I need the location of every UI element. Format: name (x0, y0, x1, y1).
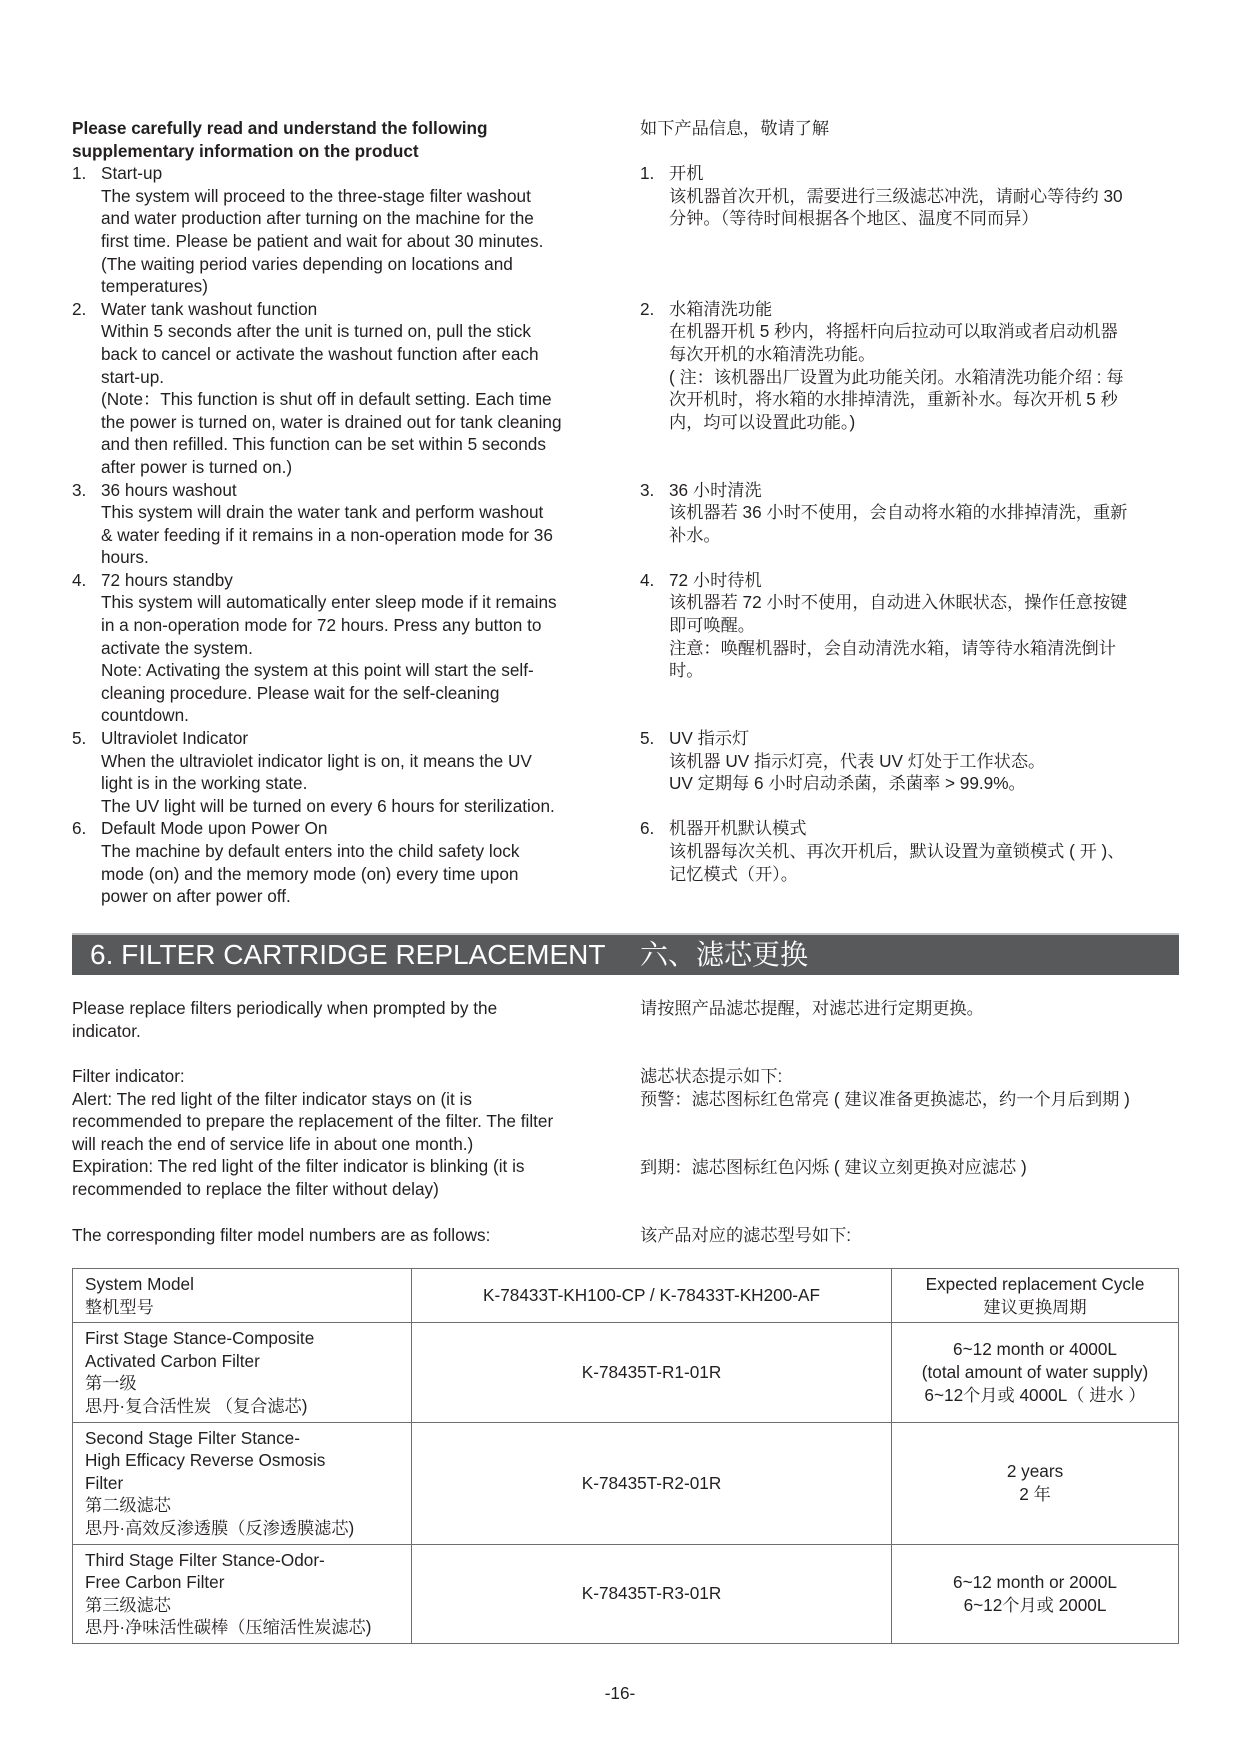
supplementary-cn (640, 117, 1180, 885)
cell-text-line: Third Stage Filter Stance-Odor- (85, 1549, 325, 1570)
list-item (640, 479, 1180, 547)
text-line: recommended to replace the filter without delay) (72, 1178, 439, 1199)
list-item (72, 569, 617, 727)
filter-model-table (72, 1268, 1179, 1644)
item-text-line: 分钟。（等待时间根据各个地区、温度不同而异） (669, 208, 1039, 229)
filter-model-cell: K-78433T-KH100-CP / K-78433T-KH200-AF (412, 1269, 892, 1323)
item-title: UV 指示灯 (669, 728, 750, 749)
item-text-line: UV 定期每 6 小时启动杀菌，杀菌率 > 99.9%。 (669, 773, 1026, 794)
replacement-cycle-cell (892, 1422, 1179, 1544)
list-item (72, 162, 617, 298)
models-intro-en: The corresponding filter model numbers are as follows: (72, 1225, 491, 1245)
list-item (72, 727, 617, 817)
item-number: 2. (640, 298, 655, 319)
item-text-line: ( 注：该机器出厂设置为此功能关闭。水箱清洗功能介绍 : 每 (669, 366, 1124, 387)
cell-text-line: Expected replacement Cycle (925, 1274, 1145, 1294)
item-text-line: The machine by default enters into the child safety lock (101, 841, 520, 861)
item-number: 5. (72, 728, 87, 749)
cell-text-line: 6~12 month or 2000L (953, 1572, 1117, 1593)
table-header-row (73, 1269, 1179, 1323)
item-text-line: cleaning procedure. Please wait for the self-cleaning (101, 682, 500, 703)
cell-text-line: 思丹·净味活性碳棒（压缩活性炭滤芯) (85, 1617, 372, 1638)
item-title: 72 小时待机 (669, 569, 762, 590)
item-text-line: the power is turned on, water is drained out for tank cleaning (101, 411, 562, 432)
item-text-line: 内，均可以设置此功能。) (669, 411, 856, 432)
list-item (640, 817, 1180, 885)
item-title: 机器开机默认模式 (669, 818, 807, 839)
supplementary-en (72, 117, 617, 908)
item-number: 3. (72, 479, 87, 500)
text-line: 预警：滤芯图标红色常亮 ( 建议准备更换滤芯，约一个月后到期 ) (640, 1088, 1130, 1109)
info-list-en (72, 162, 617, 908)
list-item (640, 569, 1180, 682)
replacement-cycle-cell (892, 1544, 1179, 1643)
cell-text-line: Activated Carbon Filter (85, 1350, 260, 1371)
table-row (73, 1544, 1179, 1643)
item-text-line: back to cancel or activate the washout function after each (101, 343, 539, 364)
item-number: 4. (72, 569, 87, 590)
item-text-line: first time. Please be patient and wait for about 30 minutes. (101, 230, 544, 251)
cell-text-line: 6~12 month or 4000L (953, 1339, 1117, 1360)
table-row (73, 1323, 1179, 1422)
text-line: Filter indicator: (72, 1066, 185, 1086)
item-text-line: hours. (101, 547, 149, 568)
item-text-line: 该机器若 72 小时不使用，自动进入休眠状态，操作任意按键 (669, 592, 1128, 613)
text-line: Alert: The red light of the filter indicator stays on (it is (72, 1088, 472, 1109)
item-text-line: 该机器若 36 小时不使用，会自动将水箱的水排掉清洗，重新 (669, 502, 1128, 523)
item-number: 3. (640, 479, 655, 500)
item-text-line: This system will drain the water tank and perform washout (101, 502, 544, 523)
item-title: Ultraviolet Indicator (101, 728, 249, 749)
item-title: 开机 (669, 163, 704, 184)
section-title-cn: 六、滤芯更换 (640, 939, 809, 970)
cell-text-line: 6~12个月或 2000L (963, 1594, 1107, 1615)
cell-text-line: 2 years (1006, 1461, 1064, 1482)
section-header (72, 933, 1179, 975)
item-text-line: 次开机时，将水箱的水排掉清洗，重新补水。每次开机 5 秒 (669, 389, 1118, 410)
table-row (73, 1422, 1179, 1544)
cell-text-line: 整机型号 (85, 1296, 154, 1317)
filter-model-cell: K-78435T-R1-01R (412, 1323, 892, 1422)
item-text-line: 时。 (669, 660, 704, 681)
item-number: 2. (72, 298, 87, 319)
list-item (640, 727, 1180, 795)
item-text-line: When the ultraviolet indicator light is on, it means the UV (101, 750, 532, 771)
replace-intro-cn: 请按照产品滤芯提醒，对滤芯进行定期更换。 (640, 998, 984, 1018)
item-title: Water tank washout function (101, 298, 318, 319)
item-number: 1. (640, 163, 655, 184)
list-item (640, 162, 1180, 230)
item-text-line: temperatures) (101, 276, 208, 297)
item-text-line: 注意：唤醒机器时，会自动清洗水箱，请等待水箱清洗倒计 (669, 637, 1116, 658)
section-title-en: 6. FILTER CARTRIDGE REPLACEMENT (90, 939, 606, 970)
filter-name-cell (73, 1323, 412, 1422)
page-number: -16- (604, 1683, 636, 1703)
text-line: will reach the end of service life in about one month.) (72, 1133, 474, 1154)
item-text-line: activate the system. (101, 637, 253, 658)
item-title: 72 hours standby (101, 569, 233, 590)
item-number: 5. (640, 728, 655, 749)
item-text-line: 每次开机的水箱清洗功能。 (669, 343, 876, 364)
intro-title-line: supplementary information on the product (72, 140, 419, 161)
cell-text-line: 第一级 (85, 1373, 137, 1394)
item-text-line: start-up. (101, 366, 165, 387)
cell-text-line: 2 年 (1019, 1484, 1051, 1505)
filter-model-cell: K-78435T-R3-01R (412, 1544, 892, 1643)
cell-text-line: 6~12个月或 4000L（ 进水 ） (924, 1384, 1146, 1405)
item-number: 6. (72, 818, 87, 839)
filter-indicator-en (72, 1065, 632, 1201)
item-title: 36 小时清洗 (669, 479, 762, 500)
replacement-cycle-cell (892, 1323, 1179, 1422)
item-text-line: 即可唤醒。 (669, 615, 755, 636)
replace-intro-en (72, 997, 617, 1042)
cell-text-line: 建议更换周期 (983, 1296, 1087, 1317)
filter-name-cell (73, 1422, 412, 1544)
text-line: Expiration: The red light of the filter indicator is blinking (it is (72, 1156, 525, 1177)
text-line: recommended to prepare the replacement of the filter. The filter (72, 1111, 554, 1132)
filter-name-cell (73, 1544, 412, 1643)
item-text-line: This system will automatically enter sleep mode if it remains (101, 592, 557, 613)
filter-indicator-cn (640, 1065, 1130, 1110)
item-text-line: 记忆模式（开）。 (669, 863, 798, 884)
cell-text-line: 思丹·复合活性炭 （复合滤芯) (85, 1395, 308, 1416)
item-text-line: (Note：This function is shut off in default setting. Each time (101, 389, 552, 410)
item-text-line: 该机器每次关机、再次开机后，默认设置为童锁模式 ( 开 )、 (669, 841, 1125, 862)
models-intro-cn: 该产品对应的滤芯型号如下: (640, 1225, 852, 1245)
cell-text-line: First Stage Stance-Composite (85, 1328, 315, 1349)
list-item (72, 479, 617, 569)
item-text-line: power on after power off. (101, 886, 291, 907)
item-number: 4. (640, 569, 655, 590)
item-text-line: 该机器首次开机，需要进行三级滤芯冲洗，请耐心等待约 30 (669, 185, 1123, 206)
text-line: 滤芯状态提示如下: (640, 1066, 783, 1086)
item-text-line: and then refilled. This function can be set within 5 seconds (101, 434, 546, 455)
item-text-line: 该机器 UV 指示灯亮，代表 UV 灯处于工作状态。 (669, 750, 1046, 771)
item-text-line: 补水。 (669, 524, 721, 545)
intro-title-en (72, 117, 617, 162)
intro-title-cn: 如下产品信息，敬请了解 (640, 118, 830, 138)
item-text-line: (The waiting period varies depending on locations and (101, 253, 513, 274)
item-text-line: & water feeding if it remains in a non-operation mode for 36 (101, 524, 553, 545)
item-title: Start-up (101, 163, 163, 184)
item-title: 水箱清洗功能 (669, 298, 773, 319)
item-text-line: countdown. (101, 705, 189, 726)
item-text-line: The UV light will be turned on every 6 hours for sterilization. (101, 795, 555, 816)
item-text-line: Note: Activating the system at this point will start the self- (101, 660, 534, 681)
item-text-line: light is in the working state. (101, 773, 308, 794)
text-line: Please replace filters periodically when prompted by the (72, 998, 498, 1018)
item-text-line: Within 5 seconds after the unit is turned on, pull the stick (101, 321, 531, 342)
list-item (640, 298, 1180, 434)
cell-text-line: High Efficacy Reverse Osmosis (85, 1450, 326, 1471)
cell-text-line: System Model (85, 1274, 194, 1294)
item-text-line: The system will proceed to the three-stage filter washout (101, 185, 531, 206)
filter-name-cell (73, 1269, 412, 1323)
info-list-cn (640, 162, 1180, 885)
item-title: Default Mode upon Power On (101, 818, 328, 839)
cell-text-line: Free Carbon Filter (85, 1572, 225, 1593)
cell-text-line: Second Stage Filter Stance- (85, 1427, 300, 1448)
filter-expire-cn: 到期：滤芯图标红色闪烁 ( 建议立刻更换对应滤芯 ) (640, 1157, 1027, 1177)
item-text-line: after power is turned on.) (101, 456, 293, 477)
item-text-line: in a non-operation mode for 72 hours. Press any button to (101, 615, 542, 636)
item-title: 36 hours washout (101, 479, 237, 500)
cell-text-line: Filter (85, 1472, 124, 1493)
item-text-line: mode (on) and the memory mode (on) every time upon (101, 863, 519, 884)
list-item (72, 298, 617, 479)
item-number: 1. (72, 163, 87, 184)
item-text-line: and water production after turning on the machine for the (101, 208, 534, 229)
filter-model-cell: K-78435T-R2-01R (412, 1422, 892, 1544)
list-item (72, 817, 617, 907)
cell-text-line: 第二级滤芯 (85, 1495, 171, 1516)
replacement-cycle-cell (892, 1269, 1179, 1323)
text-line: indicator. (72, 1020, 141, 1041)
cell-text-line: 思丹·高效反渗透膜（反渗透膜滤芯) (85, 1517, 355, 1538)
cell-text-line: (total amount of water supply) (921, 1362, 1149, 1383)
intro-title-line: Please carefully read and understand the following (72, 118, 488, 138)
item-text-line: 在机器开机 5 秒内，将摇杆向后拉动可以取消或者启动机器 (669, 321, 1118, 342)
cell-text-line: 第三级滤芯 (85, 1594, 171, 1615)
item-number: 6. (640, 818, 655, 839)
